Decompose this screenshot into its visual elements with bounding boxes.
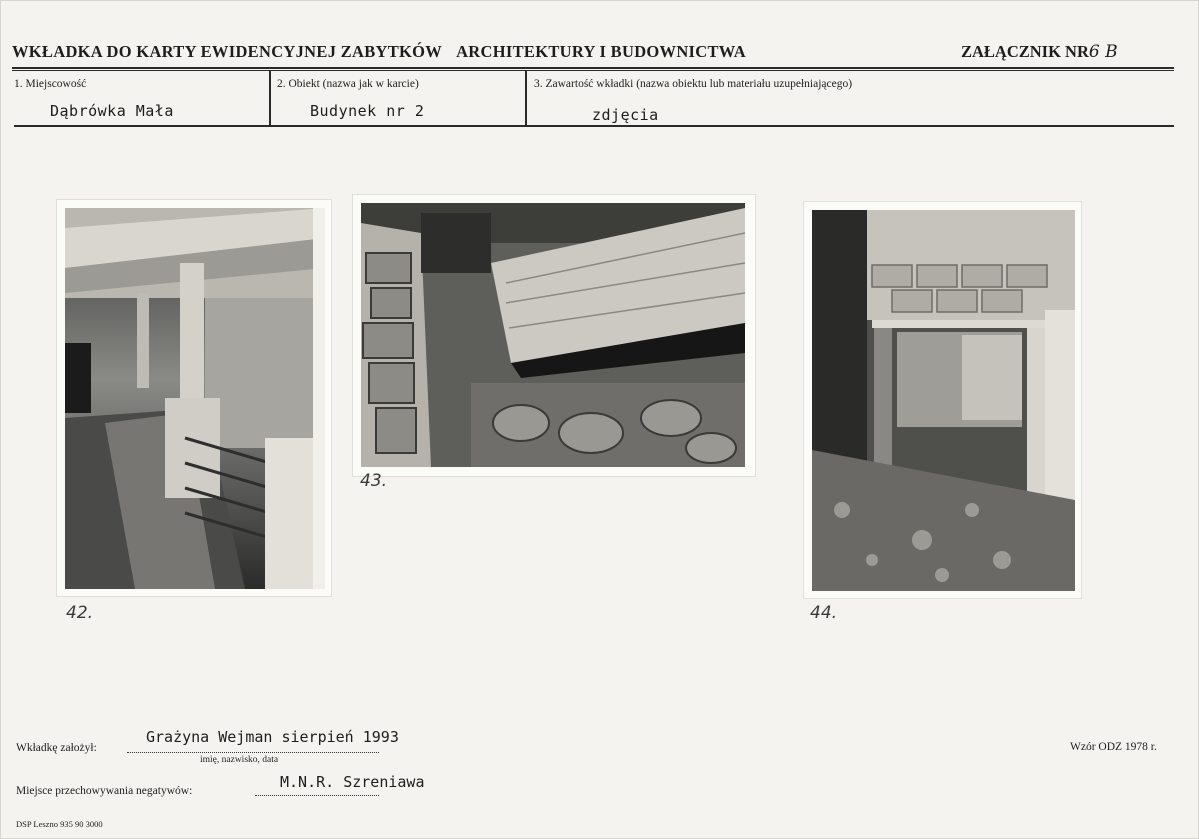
storage-label: Miejsce przechowywania negatywów: xyxy=(16,785,193,797)
template-note: Wzór ODZ 1978 r. xyxy=(1070,741,1157,753)
card-title-part1: WKŁADKA DO KARTY EWIDENCYJNEJ ZABYTKÓW xyxy=(12,42,443,61)
locality-label: 1. Miejscowość xyxy=(14,78,87,90)
card-title-part2: ARCHITEKTURY I BUDOWNICTWA xyxy=(456,42,746,61)
attachment-number xyxy=(961,42,1118,62)
fields-bottom-rule xyxy=(14,125,1174,127)
header-rule xyxy=(12,67,1174,69)
header-rule-thin xyxy=(12,70,1174,71)
barn-interior-photo xyxy=(65,208,325,589)
content-label: 3. Zawartość wkładki (nazwa obiektu lub materiału uzupełniającego) xyxy=(534,78,853,90)
wall-beam-photo xyxy=(361,203,745,467)
field-divider-1 xyxy=(269,71,271,126)
locality-value: Dąbrówka Mała xyxy=(50,102,174,120)
attachment-number-value: 6 B xyxy=(1088,42,1118,62)
object-label: 2. Obiekt (nazwa jak w karcie) xyxy=(277,78,419,90)
object-value: Budynek nr 2 xyxy=(310,102,425,120)
author-label: Wkładkę założył: xyxy=(16,742,97,754)
card-title xyxy=(12,42,746,62)
storage-dotted-line xyxy=(255,795,379,796)
doorway-ruin-photo xyxy=(812,210,1075,591)
storage-value: M.N.R. Szreniawa xyxy=(280,773,425,791)
author-caption: imię, nazwisko, data xyxy=(200,755,279,765)
print-note: DSP Leszno 935 90 3000 xyxy=(16,819,103,829)
author-value: Grażyna Wejman sierpień 1993 xyxy=(146,728,399,746)
author-dotted-line xyxy=(127,752,379,753)
field-divider-2 xyxy=(525,71,527,126)
photo-number-42: 42. xyxy=(66,603,94,623)
photo-number-44: 44. xyxy=(810,603,838,623)
attachment-label: ZAŁĄCZNIK NR xyxy=(961,42,1089,61)
photo-number-43: 43. xyxy=(360,471,388,491)
content-value: zdjęcia xyxy=(592,106,659,124)
